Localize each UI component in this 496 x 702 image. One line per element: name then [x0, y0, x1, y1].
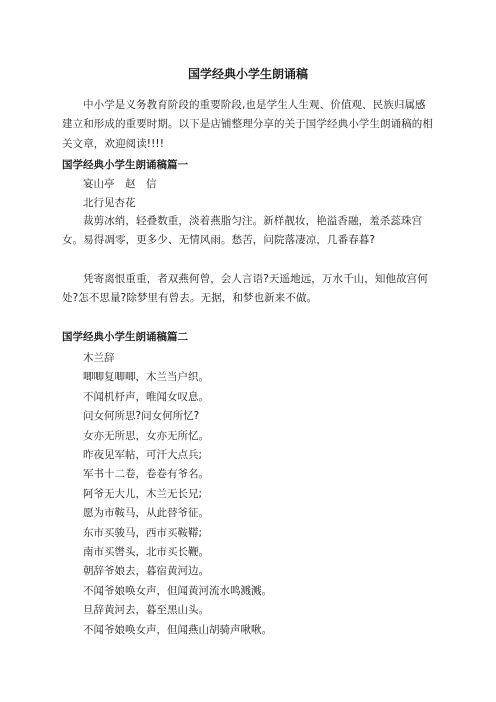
verse-line: 不闻爷娘唤女声，但闻黄河流水鸣溅溅。	[83, 584, 272, 597]
verse-line: 木兰辞	[83, 352, 115, 364]
verse-line: 阿爷无大儿，木兰无长兄;	[83, 487, 203, 500]
verse-line: 不闻机杼声，唯闻女叹息。	[83, 390, 209, 403]
verse-line: 唧唧复唧唧，木兰当户织。	[83, 371, 209, 384]
verse-line: 愿为市鞍马，从此替爷征。	[83, 507, 209, 520]
verse-line: 朝辞爷娘去，暮宿黄河边。	[83, 565, 209, 578]
verse-line: 问女何所思?问女何所忆?	[83, 410, 200, 423]
poem-paragraph: 裁剪冰绡，轻叠数重，淡着燕脂匀注。新样靓妆，艳溢香融，羞杀蕊珠宫女。易得凋零，更多少、无情风雨。愁苦，问院落凄凉，几番春暮?	[62, 215, 423, 247]
section-heading-1: 国学经典小学生朗诵稿篇一	[62, 159, 188, 171]
poem-title: 宴山亭 赵 信	[83, 178, 157, 190]
verse-line: 南市买辔头，北市买长鞭。	[83, 546, 209, 559]
poem-subtitle: 北行见杏花	[83, 197, 136, 209]
intro-paragraph: 中小学是义务教育阶段的重要阶段,也是学生人生观、价值观、民族归属感建立和形成的重要时期。以下是店铺整理分享的关于国学经典小学生朗诵稿的相关文章，欢迎阅读!!!!	[62, 99, 433, 150]
verse-line: 军书十二卷，卷卷有爷名。	[83, 468, 209, 481]
poem-paragraph: 凭寄离恨重重，者双燕何曾，会人言语?天遥地远，万水千山，知他故宫何处?怎不思量?除梦里有曾去。无据，和梦也新来不做。	[62, 273, 428, 305]
verse-line: 不闻爷娘唤女声，但闻燕山胡骑声啾啾。	[83, 623, 272, 636]
verse-line: 东市买骏马，西市买鞍鞯;	[83, 526, 203, 539]
verse-line: 昨夜见军帖，可汗大点兵;	[83, 449, 203, 462]
verse-line: 女亦无所思，女亦无所忆。	[83, 429, 209, 442]
section-heading-2: 国学经典小学生朗诵稿篇二	[62, 331, 188, 343]
page-title: 国学经典小学生朗诵稿	[187, 67, 308, 81]
verse-line: 旦辞黄河去，暮至黑山头。	[83, 604, 209, 617]
poem-lines	[62, 349, 434, 640]
